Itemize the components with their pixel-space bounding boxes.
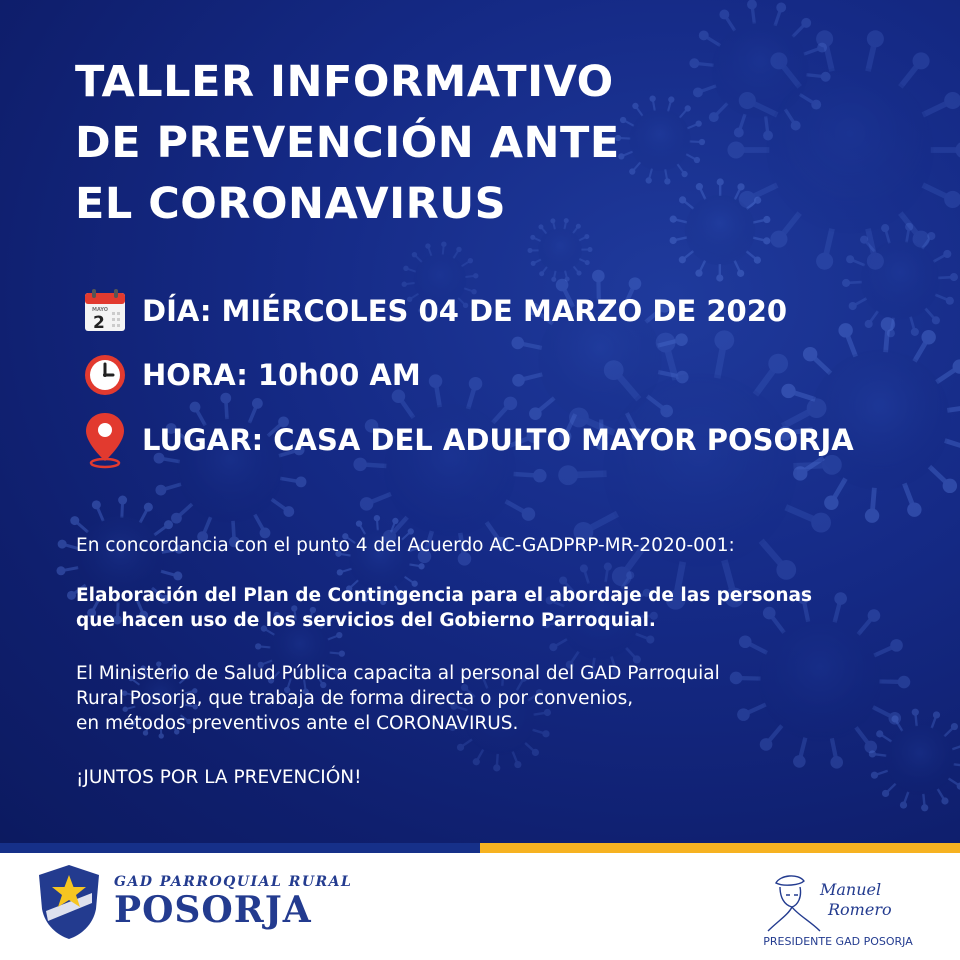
event-place-text: LUGAR: CASA DEL ADULTO MAYOR POSORJA xyxy=(142,423,854,457)
poster-title xyxy=(75,52,620,235)
calendar-icon xyxy=(80,286,130,336)
event-date xyxy=(80,286,787,336)
svg-text:Manuel: Manuel xyxy=(820,880,882,899)
calendar-month: MAYO xyxy=(92,307,109,313)
signature-caption: PRESIDENTE GAD POSORJA xyxy=(763,935,913,948)
signature-portrait-icon xyxy=(758,865,908,935)
title-line-3: EL CORONAVIRUS xyxy=(75,179,507,229)
ministry-line-2: Rural Posorja, que trabaja de forma directa o por convenios, xyxy=(76,688,634,709)
shield-star-icon xyxy=(36,863,102,941)
logo-title: POSORJA xyxy=(114,889,312,931)
event-place xyxy=(80,415,854,465)
contingency-line-2: que hacen uso de los servicios del Gobierno Parroquial. xyxy=(76,610,656,631)
virus-particle xyxy=(842,223,958,338)
stripe-yellow xyxy=(480,843,960,853)
ministry-line-3: en métodos preventivos ante el CORONAVIRUS. xyxy=(76,713,519,734)
virus-particle xyxy=(869,709,960,812)
contingency-line-1: Elaboración del Plan de Contingencia para el abordaje de las personas xyxy=(76,585,812,606)
event-date-text: DÍA: MIÉRCOLES 04 DE MARZO DE 2020 xyxy=(142,294,788,328)
calendar-day: 2 xyxy=(93,313,105,333)
event-time-text: HORA: 10h00 AM xyxy=(142,358,421,392)
ministry-line-1: El Ministerio de Salud Pública capacita al personal del GAD Parroquial xyxy=(76,663,720,684)
color-stripe xyxy=(0,843,960,853)
clock-icon xyxy=(80,350,130,400)
footer xyxy=(0,853,960,960)
event-time xyxy=(80,350,421,400)
contingency-plan-text xyxy=(76,583,812,633)
stripe-blue xyxy=(0,843,480,853)
title-line-1: TALLER INFORMATIVO xyxy=(75,57,614,107)
location-pin-icon xyxy=(80,415,130,465)
title-line-2: DE PREVENCIÓN ANTE xyxy=(75,118,620,168)
slogan: ¡JUNTOS POR LA PREVENCIÓN! xyxy=(76,767,362,788)
svg-text:Romero: Romero xyxy=(828,900,892,919)
logo-subtitle: GAD PARROQUIAL RURAL xyxy=(114,874,353,890)
agreement-reference: En concordancia con el punto 4 del Acuerdo AC-GADPRP-MR-2020-001: xyxy=(76,535,735,556)
virus-particle xyxy=(615,96,705,185)
ministry-paragraph xyxy=(76,661,720,736)
posorja-logo xyxy=(36,863,352,941)
